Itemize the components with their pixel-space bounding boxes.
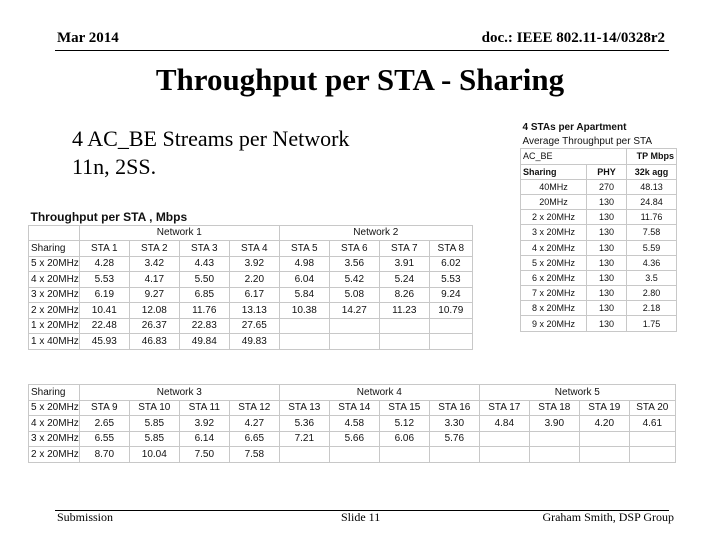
table-cell: 6.04 <box>279 272 329 288</box>
table-cell: STA 18 <box>529 400 579 416</box>
row-label: 20MHz <box>521 194 587 209</box>
table-cell: 49.83 <box>229 334 279 350</box>
table-cell: 22.83 <box>179 318 229 334</box>
table3-subtitle: Average Throughput per STA <box>522 135 653 147</box>
table-cell: STA 15 <box>379 400 429 416</box>
table-cell: 2.18 <box>627 301 677 316</box>
table-cell: 9.24 <box>429 287 472 303</box>
table-cell: 5.36 <box>279 416 329 432</box>
table-cell: STA 16 <box>429 400 479 416</box>
table-cell: 48.13 <box>627 179 677 194</box>
table1-column-header: STA 6 <box>329 241 379 257</box>
body-line-2: 11n, 2SS. <box>72 154 157 179</box>
table-cell: 1.75 <box>627 316 677 331</box>
table-cell: 130 <box>587 240 627 255</box>
table-cell: 5.12 <box>379 416 429 432</box>
table1-corner <box>29 225 80 241</box>
header-rule <box>55 50 669 51</box>
table3-header-sharing: Sharing <box>521 164 587 179</box>
table-cell: 8.26 <box>379 287 429 303</box>
table-cell: 10.38 <box>279 303 329 319</box>
table1-body <box>29 256 473 349</box>
slide-title: Throughput per STA - Sharing <box>155 62 565 97</box>
row-label: 1 x 20MHz <box>29 318 80 334</box>
row-label: 4 x 20MHz <box>29 272 80 288</box>
table-cell: 7.58 <box>627 225 677 240</box>
table1-column-header: STA 2 <box>129 241 179 257</box>
row-label: 1 x 40MHz <box>29 334 80 350</box>
table-cell: 6.02 <box>429 256 472 272</box>
table-cell: 5.84 <box>279 287 329 303</box>
table-cell <box>329 447 379 463</box>
table-row <box>521 194 677 209</box>
table-cell: 4.20 <box>579 416 629 432</box>
table-row <box>29 303 473 319</box>
table-cell: STA 9 <box>79 400 129 416</box>
table-cell: 11.76 <box>627 210 677 225</box>
table-row <box>521 301 677 316</box>
table-cell: 6.17 <box>229 287 279 303</box>
table-row <box>521 286 677 301</box>
table1-column-header: STA 4 <box>229 241 279 257</box>
table-cell: 130 <box>587 270 627 285</box>
table-cell <box>429 447 479 463</box>
table-cell <box>379 318 429 334</box>
table3-label-right: TP Mbps <box>627 149 677 164</box>
table1-column-header: Sharing <box>29 241 80 257</box>
table-cell: 5.53 <box>429 272 472 288</box>
row-label: 40MHz <box>521 179 587 194</box>
table-cell: 10.41 <box>79 303 129 319</box>
table-cell: 130 <box>587 316 627 331</box>
table3-label-left: AC_BE <box>521 149 627 164</box>
table1-network-header: Network 1 <box>79 225 279 241</box>
table-cell: 5.24 <box>379 272 429 288</box>
table-cell <box>579 431 629 447</box>
throughput-table-networks-3-5 <box>28 384 676 463</box>
table-row <box>29 416 676 432</box>
table-cell: 4.58 <box>329 416 379 432</box>
table-row <box>521 225 677 240</box>
table-cell: 49.84 <box>179 334 229 350</box>
table-cell: 9.27 <box>129 287 179 303</box>
table-row <box>29 334 473 350</box>
table-cell: STA 11 <box>179 400 229 416</box>
table-cell: 130 <box>587 225 627 240</box>
footer-author: Graham Smith, DSP Group <box>542 510 674 524</box>
table-cell <box>479 431 529 447</box>
row-label: 3 x 20MHz <box>29 287 80 303</box>
table-cell: 270 <box>587 179 627 194</box>
table-row <box>29 272 473 288</box>
table-cell: 3.92 <box>179 416 229 432</box>
table-cell: 6.65 <box>229 431 279 447</box>
table-cell <box>529 431 579 447</box>
header-date: Mar 2014 <box>57 30 119 46</box>
row-label: 2 x 20MHz <box>521 210 587 225</box>
table-cell: 4.84 <box>479 416 529 432</box>
table-cell: 14.27 <box>329 303 379 319</box>
table-row <box>29 318 473 334</box>
table-cell: STA 19 <box>579 400 629 416</box>
table-cell: 5.85 <box>129 431 179 447</box>
table-cell: STA 13 <box>279 400 329 416</box>
table-cell: 8.70 <box>79 447 129 463</box>
table-cell: 6.55 <box>79 431 129 447</box>
table-cell: 4.17 <box>129 272 179 288</box>
table-cell: STA 14 <box>329 400 379 416</box>
table-cell <box>329 318 379 334</box>
row-label: 5 x 20MHz <box>29 400 80 416</box>
table-cell: 4.98 <box>279 256 329 272</box>
row-label: 3 x 20MHz <box>521 225 587 240</box>
table-cell: 2.80 <box>627 286 677 301</box>
footer-slide-number: Slide 11 <box>341 510 381 524</box>
table-cell: 4.28 <box>79 256 129 272</box>
table-cell: STA 20 <box>629 400 675 416</box>
table-cell: 5.08 <box>329 287 379 303</box>
table2-network-header: Network 3 <box>79 385 279 401</box>
table1-network-header: Network 2 <box>279 225 472 241</box>
table-cell: 4.43 <box>179 256 229 272</box>
body-line-1: 4 AC_BE Streams per Network <box>72 126 350 151</box>
table2-sharing-header: Sharing <box>29 385 80 401</box>
table-cell <box>479 447 529 463</box>
table-row <box>29 287 473 303</box>
table-cell: 11.76 <box>179 303 229 319</box>
header-doc-id: doc.: IEEE 802.11-14/0328r2 <box>481 30 665 46</box>
table-cell: 6.19 <box>79 287 129 303</box>
table-cell: 12.08 <box>129 303 179 319</box>
table-cell: 5.42 <box>329 272 379 288</box>
table-cell: 3.90 <box>529 416 579 432</box>
table-row <box>29 431 676 447</box>
table-cell: 45.93 <box>79 334 129 350</box>
row-label: 5 x 20MHz <box>29 256 80 272</box>
table-cell: 5.76 <box>429 431 479 447</box>
table-cell: 130 <box>587 255 627 270</box>
table-cell <box>379 447 429 463</box>
table3-body <box>521 179 677 331</box>
table-cell: 3.91 <box>379 256 429 272</box>
table-cell: 130 <box>587 286 627 301</box>
table-row <box>29 256 473 272</box>
average-throughput-table <box>520 120 677 332</box>
table-cell <box>529 447 579 463</box>
table-cell <box>429 334 472 350</box>
table-cell: STA 12 <box>229 400 279 416</box>
table-cell <box>329 334 379 350</box>
row-label: 3 x 20MHz <box>29 431 80 447</box>
row-label: 6 x 20MHz <box>521 270 587 285</box>
table2-network-header: Network 4 <box>279 385 479 401</box>
row-label: 9 x 20MHz <box>521 316 587 331</box>
table-cell: 5.66 <box>329 431 379 447</box>
row-label: 7 x 20MHz <box>521 286 587 301</box>
table-cell: 7.58 <box>229 447 279 463</box>
table-cell: STA 17 <box>479 400 529 416</box>
row-label: 5 x 20MHz <box>521 255 587 270</box>
throughput-table-networks-1-2 <box>28 210 473 350</box>
table-cell <box>429 318 472 334</box>
table-cell: 130 <box>587 301 627 316</box>
table-cell: 7.21 <box>279 431 329 447</box>
table-row <box>521 316 677 331</box>
table-cell <box>379 334 429 350</box>
table3-title: 4 STAs per Apartment <box>522 121 627 133</box>
table-cell: 5.85 <box>129 416 179 432</box>
table-cell: 2.65 <box>79 416 129 432</box>
table-cell: 10.79 <box>429 303 472 319</box>
row-label: 2 x 20MHz <box>29 303 80 319</box>
table-cell: STA 10 <box>129 400 179 416</box>
table-cell <box>279 334 329 350</box>
table-cell: 3.5 <box>627 270 677 285</box>
table-cell: 6.85 <box>179 287 229 303</box>
table-cell: 5.53 <box>79 272 129 288</box>
table-row <box>521 179 677 194</box>
footer-submission: Submission <box>57 510 114 524</box>
table-cell: 130 <box>587 210 627 225</box>
table-cell: 13.13 <box>229 303 279 319</box>
table-cell: 6.06 <box>379 431 429 447</box>
table-cell: 3.30 <box>429 416 479 432</box>
table-cell: 22.48 <box>79 318 129 334</box>
table-cell <box>629 447 675 463</box>
table-row <box>29 400 676 416</box>
table-cell: 3.56 <box>329 256 379 272</box>
table-cell: 7.50 <box>179 447 229 463</box>
table-cell: 26.37 <box>129 318 179 334</box>
table1-column-header: STA 3 <box>179 241 229 257</box>
table-cell: 3.92 <box>229 256 279 272</box>
table1-title: Throughput per STA , Mbps <box>30 210 188 225</box>
table-cell <box>579 447 629 463</box>
row-label: 2 x 20MHz <box>29 447 80 463</box>
table-cell <box>629 431 675 447</box>
table-cell: 46.83 <box>129 334 179 350</box>
table-cell: 5.59 <box>627 240 677 255</box>
table-cell: 11.23 <box>379 303 429 319</box>
table3-header-phy: PHY <box>587 164 627 179</box>
table1-column-header: STA 1 <box>79 241 129 257</box>
table-cell: 24.84 <box>627 194 677 209</box>
table-cell: 5.50 <box>179 272 229 288</box>
table-cell: 10.04 <box>129 447 179 463</box>
table2-network-header: Network 5 <box>479 385 675 401</box>
row-label: 8 x 20MHz <box>521 301 587 316</box>
table-row <box>29 447 676 463</box>
table1-header-row <box>29 241 473 257</box>
table-cell: 4.36 <box>627 255 677 270</box>
row-label: 4 x 20MHz <box>521 240 587 255</box>
table-cell: 4.27 <box>229 416 279 432</box>
table-cell <box>279 447 329 463</box>
table-cell: 130 <box>587 194 627 209</box>
table-cell: 4.61 <box>629 416 675 432</box>
table-row <box>521 240 677 255</box>
table-row <box>521 210 677 225</box>
table-cell: 2.20 <box>229 272 279 288</box>
table3-header-agg: 32k agg <box>627 164 677 179</box>
table-cell: 3.42 <box>129 256 179 272</box>
table1-column-header: STA 5 <box>279 241 329 257</box>
table2-body <box>29 400 676 462</box>
table1-column-header: STA 7 <box>379 241 429 257</box>
table1-column-header: STA 8 <box>429 241 472 257</box>
table-row <box>521 270 677 285</box>
table-cell: 6.14 <box>179 431 229 447</box>
table-row <box>521 255 677 270</box>
table-cell <box>279 318 329 334</box>
table-cell: 27.65 <box>229 318 279 334</box>
row-label: 4 x 20MHz <box>29 416 80 432</box>
